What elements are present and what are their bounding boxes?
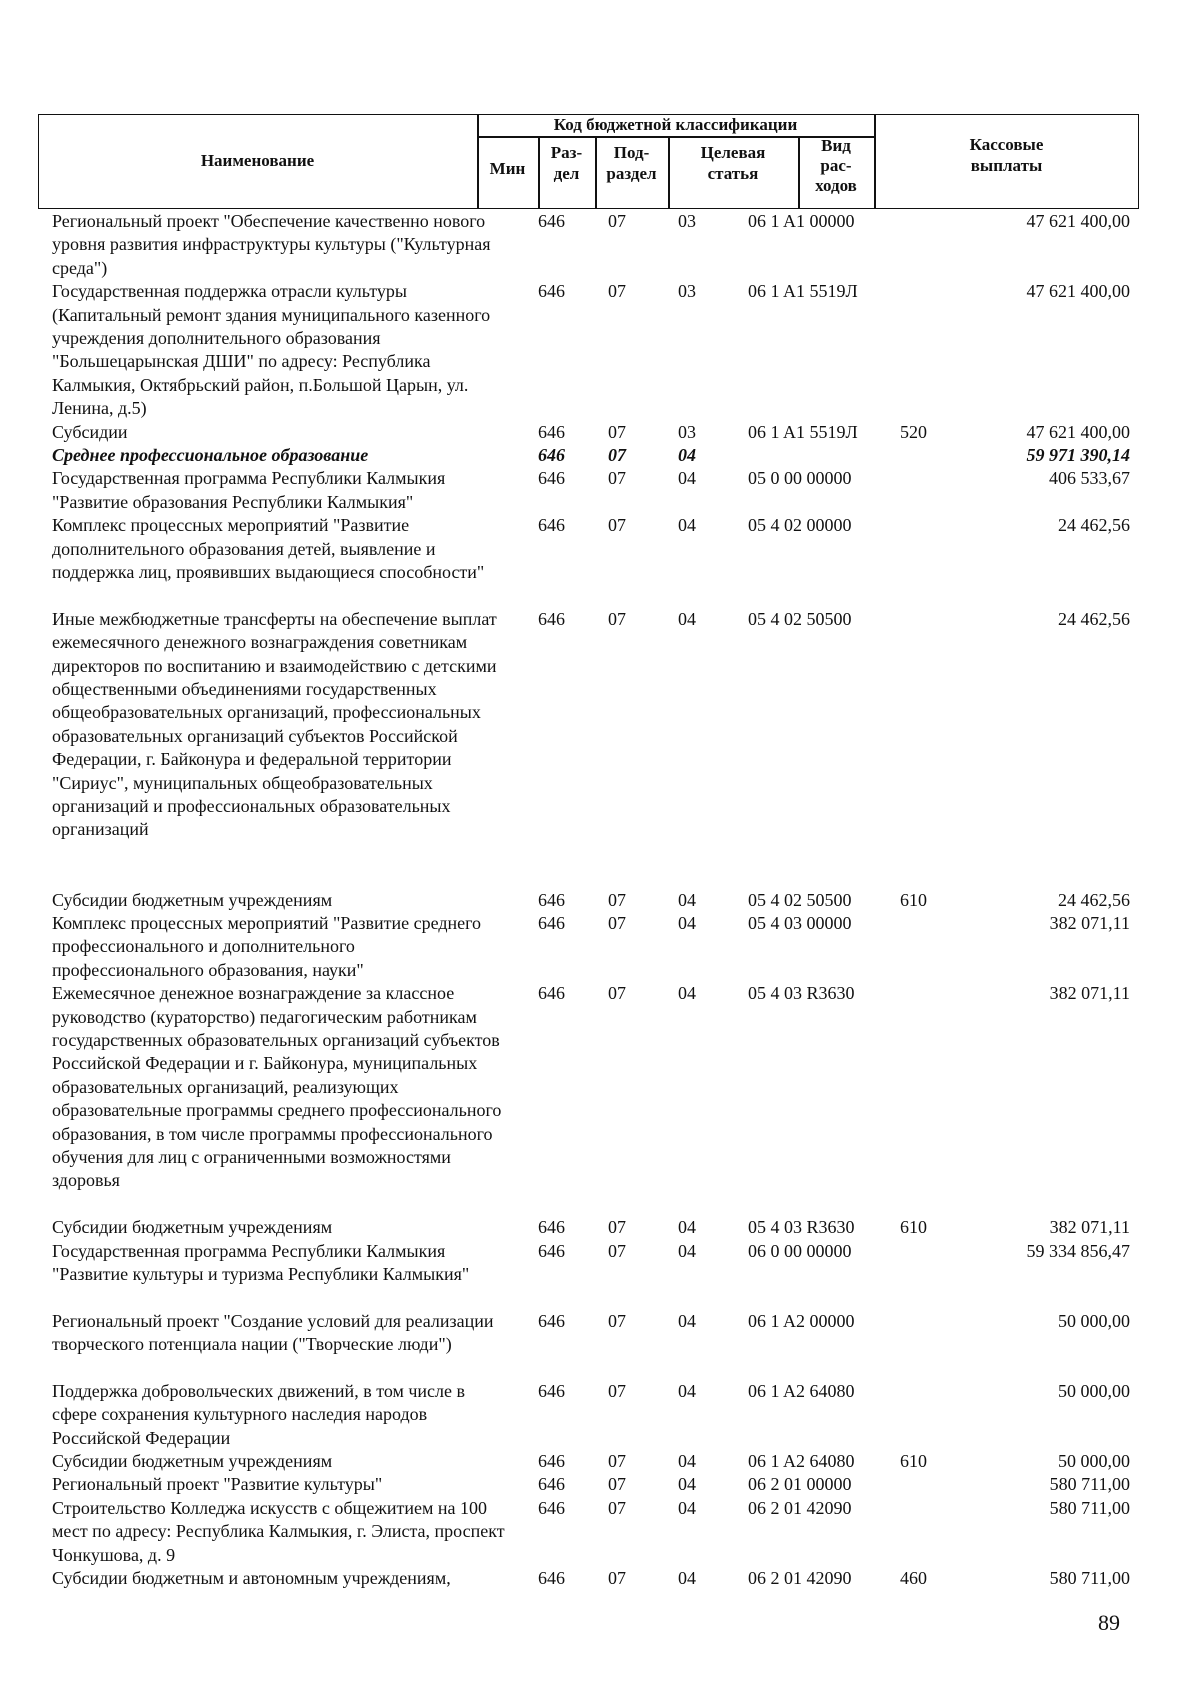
row-min: 646 [538,515,565,536]
row-sum: 24 462,56 [1058,608,1130,629]
page-number: 89 [1098,1610,1120,1635]
row-sum: 580 711,00 [1049,1568,1130,1589]
row-min: 646 [538,912,565,933]
row-podrazdel: 04 [678,608,696,629]
row-name: Субсидии бюджетным учреждениям [52,1217,333,1238]
table-row [0,608,1200,889]
row-podrazdel: 04 [678,1380,696,1401]
table-row [0,982,1200,1216]
row-razdel: 07 [608,1380,626,1401]
row-vid: 520 [900,421,927,442]
table-row [0,514,1200,608]
row-razdel: 07 [608,983,626,1004]
row-min: 646 [538,211,565,231]
row-razdel: 07 [608,211,626,231]
row-razdel: 07 [608,912,626,933]
header-podrazdel: Под- раздел [606,143,657,183]
row-sum: 24 462,56 [1058,889,1130,910]
row-sum: 406 533,67 [1049,468,1130,489]
row-vid: 610 [900,1451,927,1472]
row-sum: 47 621 400,00 [1026,211,1130,231]
header-vid: Вид рас- ходов [815,136,857,195]
table-row [0,210,1200,280]
row-razdel: 07 [608,1217,626,1238]
row-min: 646 [538,1568,565,1589]
row-vid: 610 [900,889,927,910]
row-name: Региональный проект "Развитие культуры" [52,1474,383,1495]
header-min: Мин [489,159,526,178]
row-sum: 47 621 400,00 [1026,281,1130,302]
row-razdel: 07 [608,468,626,489]
row-razdel: 07 [608,515,626,536]
table-row [0,889,1200,912]
row-razdel: 07 [608,1497,626,1518]
table-row [0,1240,1200,1310]
table-row [0,1450,1200,1473]
row-min: 646 [538,1474,565,1495]
row-name: Субсидии [52,421,128,442]
table-row [0,1497,1200,1567]
row-celevaya: 05 4 03 00000 [748,912,852,933]
row-min: 646 [538,889,565,910]
row-sum: 382 071,11 [1049,912,1130,933]
row-podrazdel: 03 [678,281,696,302]
row-min: 646 [538,1217,565,1238]
row-celevaya: 05 4 02 00000 [748,515,852,536]
row-min: 646 [538,468,565,489]
header-sum: Кассовые выплаты [969,135,1044,175]
row-name: Среднее профессиональное образование [52,444,369,465]
row-celevaya: 06 2 01 42090 [748,1497,852,1518]
table-row [0,1380,1200,1450]
row-name: Поддержка добровольческих движений, в том числе в сфере сохранения культурного наследия народов Российской Федерации [52,1380,466,1448]
table-row [0,1216,1200,1239]
row-razdel: 07 [608,889,626,910]
row-sum: 50 000,00 [1058,1380,1130,1401]
row-razdel: 07 [608,1451,626,1472]
row-sum: 59 971 390,14 [1026,444,1130,465]
row-razdel: 07 [608,1568,626,1589]
table-row [0,467,1200,514]
row-name: Субсидии бюджетным и автономным учреждениям, [52,1568,451,1589]
row-podrazdel: 04 [678,468,696,489]
row-min: 646 [538,444,565,465]
row-sum: 50 000,00 [1058,1310,1130,1331]
row-podrazdel: 04 [678,1217,696,1238]
header-group-label: Код бюджетной классификации [553,115,798,134]
table-row [0,1473,1200,1496]
row-celevaya: 06 1 A2 00000 [748,1310,855,1331]
table-row [0,444,1200,467]
row-name: Комплекс процессных мероприятий "Развитие дополнительного образования детей, выявление и поддержка лиц, проявивших выдающиеся способности" [52,515,485,582]
table-row [0,1567,1200,1590]
row-podrazdel: 03 [678,211,696,231]
table-row [0,912,1200,982]
row-celevaya: 06 1 A1 5519Л [748,421,858,442]
row-razdel: 07 [608,421,626,442]
row-min: 646 [538,1380,565,1401]
row-razdel: 07 [608,1240,626,1261]
row-sum: 580 711,00 [1049,1497,1130,1518]
row-name: Региональный проект "Обеспечение качественно нового уровня развития инфраструктуры культуры ("Культурная среда") [52,211,491,278]
row-razdel: 07 [608,1474,626,1495]
row-name: Субсидии бюджетным учреждениям [52,889,333,910]
row-sum: 50 000,00 [1058,1451,1130,1472]
row-podrazdel: 04 [678,1451,696,1472]
row-razdel: 07 [608,608,626,629]
table-body [0,210,1200,1590]
row-podrazdel: 04 [678,889,696,910]
row-podrazdel: 04 [678,515,696,536]
row-min: 646 [538,1497,565,1518]
row-name: Строительство Колледжа искусств с общежитием на 100 мест по адресу: Республика Калмыкия, г. Элиста, проспект Чонкушова, д. 9 [52,1497,505,1565]
row-sum: 382 071,11 [1049,1217,1130,1238]
row-celevaya: 06 2 01 00000 [748,1474,852,1495]
row-name: Государственная программа Республики Калмыкия "Развитие культуры и туризма Республики Калмыкия" [52,1240,470,1284]
row-podrazdel: 04 [678,912,696,933]
table-header [38,114,1139,209]
table-row [0,421,1200,444]
row-celevaya: 06 2 01 42090 [748,1568,852,1589]
row-min: 646 [538,1451,565,1472]
header-celevaya: Целевая статья [700,143,766,183]
row-sum: 382 071,11 [1049,983,1130,1004]
row-sum: 47 621 400,00 [1026,421,1130,442]
row-name: Субсидии бюджетным учреждениям [52,1451,333,1472]
row-podrazdel: 04 [678,1240,696,1261]
row-sum: 59 334 856,47 [1026,1240,1130,1261]
row-razdel: 07 [608,444,626,465]
row-celevaya: 05 4 02 50500 [748,608,852,629]
row-celevaya: 05 0 00 00000 [748,468,852,489]
row-name: Государственная поддержка отрасли культуры (Капитальный ремонт здания муниципального казенного учреждения дополнительного образования "Большецарынская ДШИ" по адресу: Республика Калмыкия, Октябрьский район, п.Большой Царын, ул. Ленина, д.5) [52,281,491,419]
row-celevaya: 06 0 00 00000 [748,1240,852,1261]
row-podrazdel: 04 [678,1568,696,1589]
row-min: 646 [538,608,565,629]
header-razdel: Раз- дел [550,143,583,183]
row-min: 646 [538,1310,565,1331]
row-name: Комплекс процессных мероприятий "Развитие среднего профессионального и дополнительного профессионального образования, науки" [52,912,482,980]
row-podrazdel: 03 [678,421,696,442]
row-vid: 610 [900,1217,927,1238]
row-celevaya: 05 4 03 R3630 [748,983,855,1004]
header-name: Наименование [200,151,315,170]
row-name: Региональный проект "Создание условий для реализации творческого потенциала нации ("Творческие люди") [52,1310,494,1355]
table-row [0,280,1200,420]
table-row [0,1310,1200,1380]
row-celevaya: 05 4 03 R3630 [748,1217,855,1238]
row-celevaya: 06 1 A2 64080 [748,1380,855,1401]
row-podrazdel: 04 [678,983,696,1004]
row-sum: 580 711,00 [1049,1474,1130,1495]
row-celevaya: 05 4 02 50500 [748,889,852,910]
row-celevaya: 06 1 A1 00000 [748,211,855,231]
row-name: Иные межбюджетные трансферты на обеспечение выплат ежемесячного денежного вознаграждения советникам директоров по воспитанию и взаимодействию с детскими общественными объединениями государственных общеобразовательных организаций, профессиональных образовательных организаций субъектов Российской Федерации, г. Байконура и федеральной территории "Сириус", муниципальных общеобразовательных организаций и профессиональных образовательных организаций [52,608,497,840]
row-name: Государственная программа Республики Калмыкия "Развитие образования Республики Калмыкия" [52,468,446,512]
row-celevaya: 06 1 A2 64080 [748,1451,855,1472]
row-celevaya: 06 1 A1 5519Л [748,281,858,302]
row-podrazdel: 04 [678,1497,696,1518]
row-vid: 460 [900,1568,927,1589]
row-min: 646 [538,983,565,1004]
row-podrazdel: 04 [678,1310,696,1331]
row-min: 646 [538,281,565,302]
row-podrazdel: 04 [678,444,696,465]
row-name: Ежемесячное денежное вознаграждение за классное руководство (кураторство) педагогическим работникам государственных образовательных организаций субъектов Российской Федерации и г. Байконура, муниципальных образовательных организаций, реализующих образовательные программы среднего профессионального образования, в том числе программы профессионального обучения для лиц с ограниченными возможностями здоровья [52,983,502,1191]
row-min: 646 [538,1240,565,1261]
row-min: 646 [538,421,565,442]
row-podrazdel: 04 [678,1474,696,1495]
row-razdel: 07 [608,281,626,302]
row-sum: 24 462,56 [1058,515,1130,536]
row-razdel: 07 [608,1310,626,1331]
